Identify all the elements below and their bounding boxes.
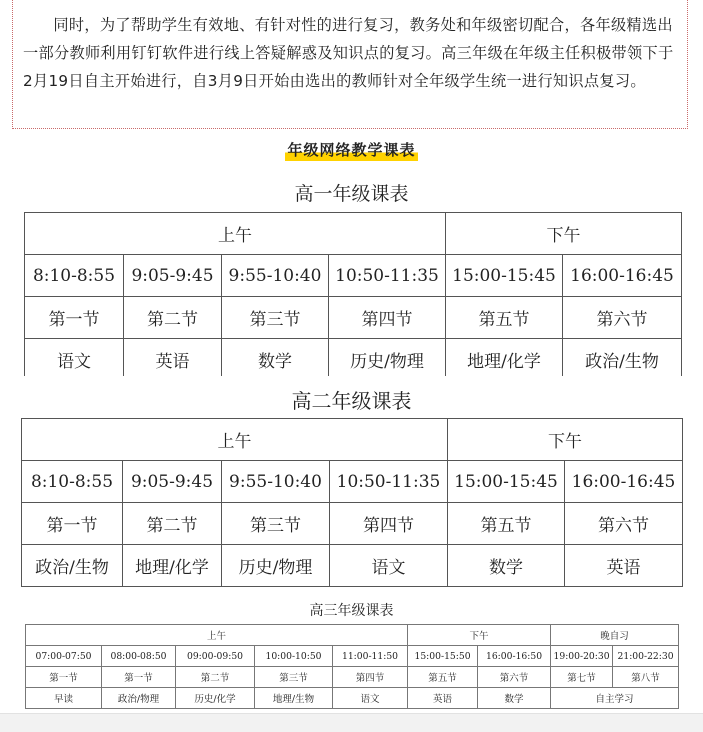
intro-paragraph: 同时，为了帮助学生有效地、有针对性的进行复习，教务处和年级密切配合，各年级精选出一部分教师利用钉钉软件进行线上答疑解惑及知识点的复习。高三年级在年级主任积极带领下于2月19日自主开始进行，自3月9日开始由选出的教师针对全年级学生统一进行知识点复习。: [23, 16, 674, 90]
subject-cell: 英语: [565, 545, 683, 587]
period-cell: 第七节: [551, 667, 613, 688]
period-cell: 第一节: [26, 667, 102, 688]
subject-cell: 语文: [330, 545, 448, 587]
period-cell: 第四节: [330, 503, 448, 545]
period-cell: 第四节: [333, 667, 408, 688]
grade2-title: 高二年级课表: [291, 389, 412, 413]
period-cell: 第三节: [222, 503, 330, 545]
subject-cell: 自主学习: [551, 688, 679, 709]
table-row: [26, 625, 679, 646]
period-cell: 第三节: [222, 297, 329, 339]
subject-cell: 地理/生物: [255, 688, 333, 709]
time-cell: 16:00-16:50: [478, 646, 551, 667]
time-cell: 07:00-07:50: [26, 646, 102, 667]
period-cell: 第六节: [478, 667, 551, 688]
subject-cell: 地理/化学: [123, 545, 222, 587]
subject-cell: 英语: [408, 688, 478, 709]
grade1-timetable: [24, 212, 682, 381]
subject-cell: 数学: [222, 339, 329, 381]
time-cell: 8:10-8:55: [22, 461, 123, 503]
grade3-title: 高三年级课表: [309, 603, 394, 619]
table-row: [25, 255, 682, 297]
time-cell: 9:55-10:40: [222, 461, 330, 503]
subject-cell: 数学: [448, 545, 565, 587]
time-cell: 9:55-10:40: [222, 255, 329, 297]
afternoon-header: 下午: [408, 625, 551, 646]
time-cell: 08:00-08:50: [102, 646, 176, 667]
subject-cell: 数学: [478, 688, 551, 709]
table-row: [22, 419, 683, 461]
subject-cell: 政治/物理: [102, 688, 176, 709]
subject-cell: 早读: [26, 688, 102, 709]
subject-cell: 语文: [25, 339, 124, 381]
morning-header: 上午: [25, 213, 446, 255]
period-cell: 第五节: [448, 503, 565, 545]
subject-cell: 语文: [333, 688, 408, 709]
table-row: [26, 646, 679, 667]
subject-cell: 历史/物理: [222, 545, 330, 587]
table-row: [26, 667, 679, 688]
subject-cell: 地理/化学: [446, 339, 563, 381]
morning-header: 上午: [22, 419, 448, 461]
period-cell: 第三节: [255, 667, 333, 688]
table-row: [22, 503, 683, 545]
period-cell: 第二节: [176, 667, 255, 688]
time-cell: 16:00-16:45: [563, 255, 682, 297]
subject-cell: 历史/物理: [329, 339, 446, 381]
highlight-heading-row: [0, 139, 703, 161]
table-row: [26, 688, 679, 709]
period-cell: 第二节: [123, 503, 222, 545]
table-row: [25, 297, 682, 339]
subject-cell: 政治/生物: [563, 339, 682, 381]
period-cell: 第六节: [563, 297, 682, 339]
time-cell: 10:50-11:35: [330, 461, 448, 503]
grade3-timetable: [25, 624, 679, 709]
evening-header: 晚自习: [551, 625, 679, 646]
time-cell: 9:05-9:45: [124, 255, 222, 297]
period-cell: 第二节: [124, 297, 222, 339]
page-bottom-bar: [0, 713, 703, 732]
subject-cell: 英语: [124, 339, 222, 381]
period-cell: 第六节: [565, 503, 683, 545]
time-cell: 15:00-15:45: [448, 461, 565, 503]
time-cell: 9:05-9:45: [123, 461, 222, 503]
period-cell: 第一节: [102, 667, 176, 688]
time-cell: 21:00-22:30: [613, 646, 679, 667]
time-cell: 15:00-15:50: [408, 646, 478, 667]
afternoon-header: 下午: [448, 419, 683, 461]
time-cell: 8:10-8:55: [25, 255, 124, 297]
highlight-heading: 年级网络教学课表: [287, 141, 416, 159]
table-row: [22, 461, 683, 503]
period-cell: 第一节: [25, 297, 124, 339]
period-cell: 第一节: [22, 503, 123, 545]
grade2-timetable: [21, 418, 683, 587]
time-cell: 19:00-20:30: [551, 646, 613, 667]
table-row: [22, 545, 683, 587]
grade1-title: 高一年级课表: [294, 183, 409, 205]
morning-header: 上午: [26, 625, 408, 646]
period-cell: 第五节: [446, 297, 563, 339]
time-cell: 16:00-16:45: [565, 461, 683, 503]
time-cell: 09:00-09:50: [176, 646, 255, 667]
afternoon-header: 下午: [446, 213, 682, 255]
table-row: [25, 213, 682, 255]
table-crop-edge: [0, 376, 703, 384]
time-cell: 11:00-11:50: [333, 646, 408, 667]
period-cell: 第八节: [613, 667, 679, 688]
table-row: [25, 339, 682, 381]
time-cell: 10:00-10:50: [255, 646, 333, 667]
period-cell: 第五节: [408, 667, 478, 688]
time-cell: 15:00-15:45: [446, 255, 563, 297]
subject-cell: 历史/化学: [176, 688, 255, 709]
intro-box: [12, 0, 688, 129]
period-cell: 第四节: [329, 297, 446, 339]
subject-cell: 政治/生物: [22, 545, 123, 587]
time-cell: 10:50-11:35: [329, 255, 446, 297]
